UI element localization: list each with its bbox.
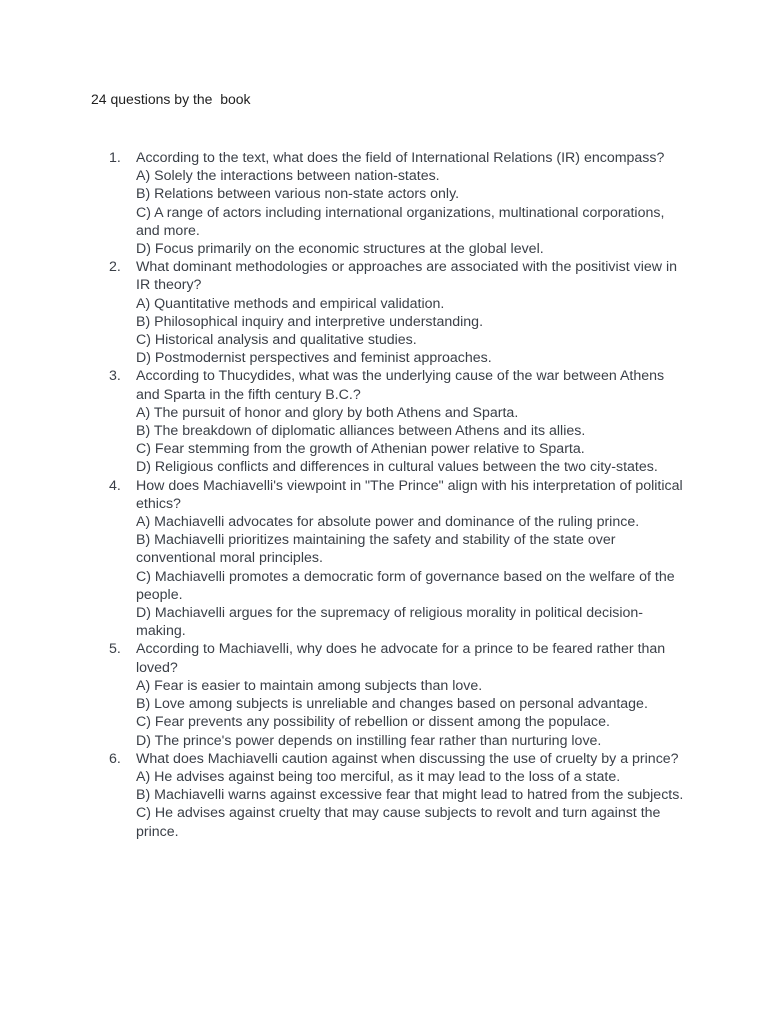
- answer-option-a: A) Quantitative methods and empirical validation.: [136, 295, 445, 312]
- question-number: 1.: [109, 150, 121, 166]
- answer-option-a: A) Solely the interactions between nation-states.: [136, 168, 440, 185]
- answer-option-c: C) Historical analysis and qualitative studies.: [136, 332, 417, 349]
- question-item: [109, 477, 689, 641]
- question-text: What does Machiavelli caution against when discussing the use of cruelty by a prince?: [136, 750, 679, 767]
- question-number: 5.: [109, 641, 121, 658]
- answer-option-d: D) Postmodernist perspectives and feminist approaches.: [136, 350, 492, 367]
- answer-option-b: B) The breakdown of diplomatic alliances between Athens and its allies.: [136, 423, 586, 440]
- question-number: 6.: [109, 750, 121, 767]
- question-text: According to Machiavelli, why does he advocate for a prince to be feared rather than loved?: [136, 641, 666, 676]
- answer-option-d: D) Machiavelli argues for the supremacy of religious morality in political decision-making.: [136, 605, 644, 640]
- question-text: According to the text, what does the field of International Relations (IR) encompass?: [136, 150, 665, 166]
- answer-option-a: A) The pursuit of honor and glory by both Athens and Sparta.: [136, 404, 519, 421]
- answer-option-a: A) Machiavelli advocates for absolute power and dominance of the ruling prince.: [136, 514, 640, 531]
- answer-option-c: C) Fear prevents any possibility of rebellion or dissent among the populace.: [136, 714, 610, 731]
- answer-option-d: D) Focus primarily on the economic structures at the global level.: [136, 241, 544, 258]
- question-list: [109, 149, 689, 841]
- answer-option-a: A) He advises against being too merciful, as it may lead to the loss of a state.: [136, 768, 621, 785]
- question-number: 3.: [109, 368, 121, 385]
- question-number: 2.: [109, 259, 121, 276]
- question-text: What dominant methodologies or approaches are associated with the positivist view in IR theory?: [136, 259, 677, 294]
- question-text: According to Thucydides, what was the underlying cause of the war between Athens and Sparta in the fifth century B.C.?: [136, 368, 665, 403]
- answer-option-c: C) Fear stemming from the growth of Athenian power relative to Sparta.: [136, 441, 585, 458]
- question-item: [109, 367, 689, 476]
- answer-option-c: C) He advises against cruelty that may cause subjects to revolt and turn against the prince.: [136, 805, 661, 840]
- answer-option-b: B) Machiavelli prioritizes maintaining the safety and stability of the state over conventional moral principles.: [136, 532, 616, 567]
- answer-option-b: B) Philosophical inquiry and interpretive understanding.: [136, 313, 484, 330]
- answer-option-c: C) A range of actors including international organizations, multinational corporations, and more.: [136, 204, 665, 239]
- answer-option-b: B) Machiavelli warns against excessive fear that might lead to hatred from the subjects.: [136, 787, 684, 804]
- question-item: [109, 258, 689, 367]
- answer-option-b: B) Relations between various non-state actors only.: [136, 186, 460, 203]
- answer-option-c: C) Machiavelli promotes a democratic form of governance based on the welfare of the people.: [136, 568, 675, 603]
- answer-option-d: D) Religious conflicts and differences in cultural values between the two city-states.: [136, 459, 658, 476]
- question-number: 4.: [109, 477, 121, 494]
- answer-option-d: D) The prince's power depends on instilling fear rather than nurturing love.: [136, 732, 602, 749]
- question-item: [109, 750, 689, 841]
- answer-option-b: B) Love among subjects is unreliable and changes based on personal advantage.: [136, 696, 648, 713]
- answer-option-a: A) Fear is easier to maintain among subjects than love.: [136, 677, 483, 694]
- question-text: How does Machiavelli's viewpoint in "The Prince" align with his interpretation of political ethics?: [136, 477, 683, 512]
- document-title: 24 questions by the book: [91, 91, 251, 107]
- question-item: [109, 640, 689, 749]
- question-item: [109, 149, 689, 258]
